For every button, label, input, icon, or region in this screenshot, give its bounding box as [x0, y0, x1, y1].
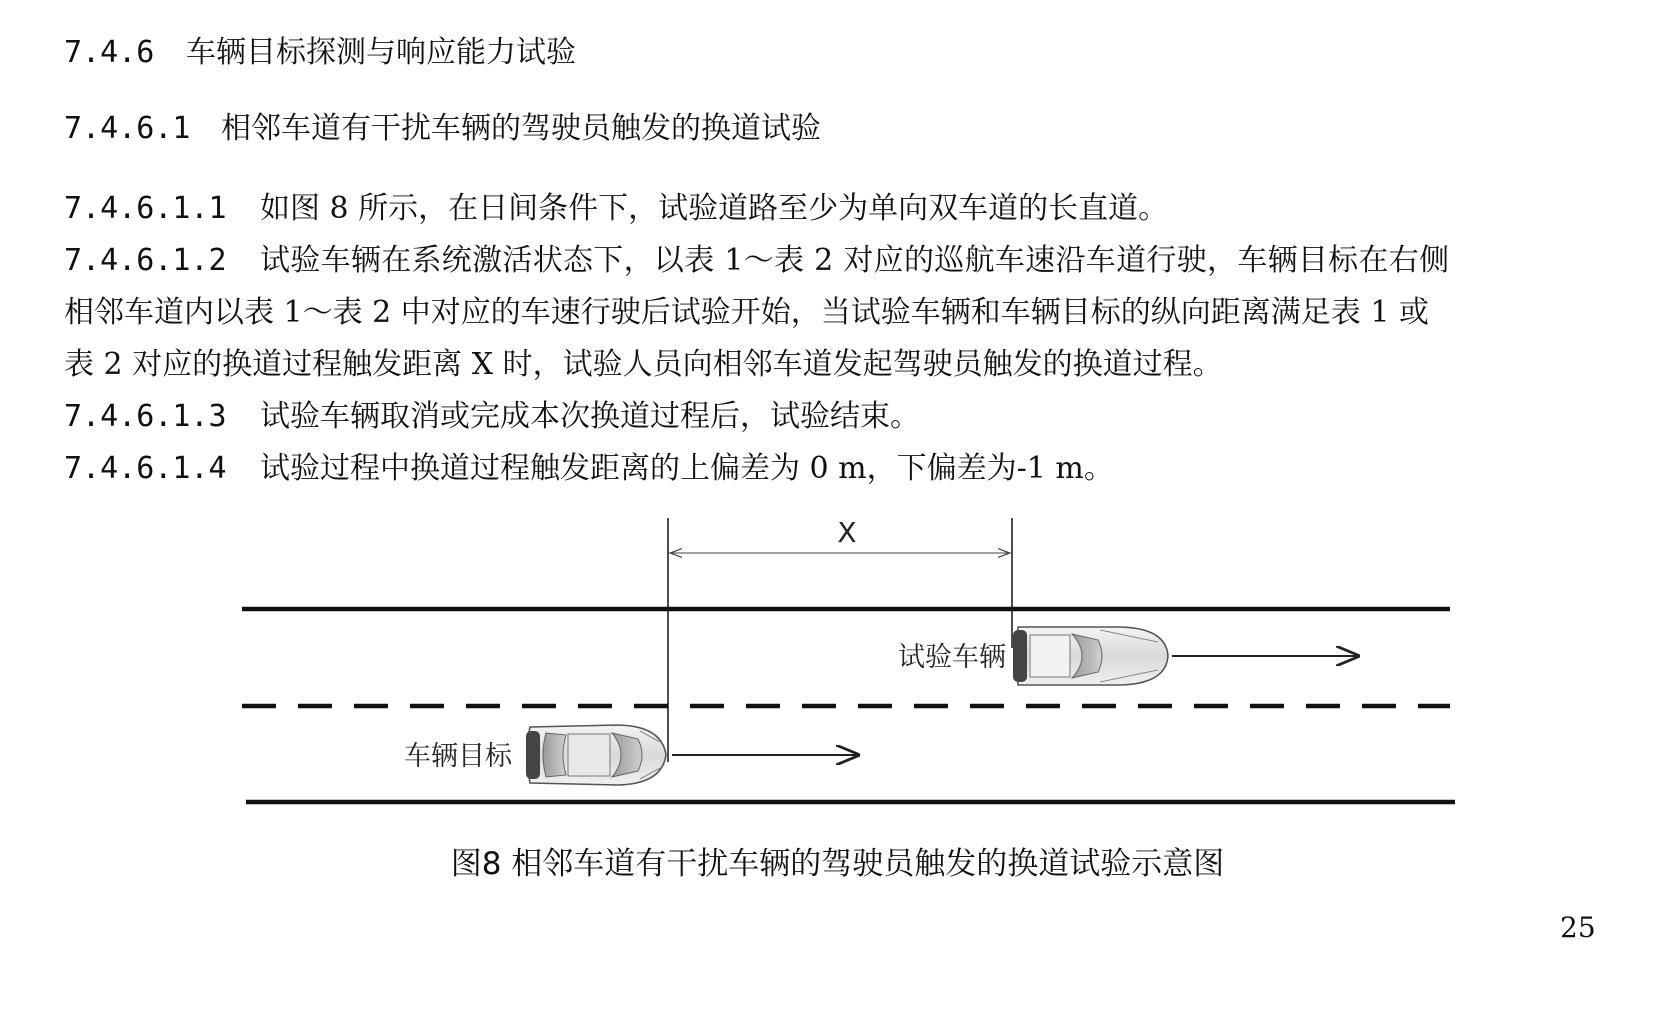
figure-caption: 图8 相邻车道有干扰车辆的驾驶员触发的换道试验示意图 — [450, 846, 1225, 882]
target-vehicle-label: 车辆目标 — [404, 741, 512, 772]
clause-number: 7.4.6.1.1 — [64, 191, 227, 226]
clause-7-4-6-1-3 — [64, 391, 920, 443]
clause-7-4-6-1-1 — [64, 183, 1168, 235]
section-title: 车辆目标探测与响应能力试验 — [186, 35, 576, 70]
clause-number: 7.4.6.1.4 — [64, 451, 227, 486]
test-vehicle-icon — [1013, 627, 1168, 685]
clause-7-4-6-1-2 — [64, 235, 1449, 287]
clause-number: 7.4.6.1.2 — [64, 243, 227, 278]
page-number: 25 — [1560, 911, 1596, 944]
clause-text: 试验车辆在系统激活状态下，以表 1～表 2 对应的巡航车速沿车道行驶，车辆目标在右侧 — [260, 243, 1450, 278]
clause-number: 7.4.6.1.3 — [64, 399, 227, 434]
distance-x-label: X — [837, 516, 857, 549]
target-vehicle-icon — [526, 725, 666, 785]
clause-7-4-6-1-4 — [64, 443, 1114, 495]
section-heading — [64, 27, 576, 79]
clause-text: 试验车辆取消或完成本次换道过程后，试验结束。 — [260, 399, 920, 434]
clause-text-continuation: 相邻车道内以表 1～表 2 中对应的车速行驶后试验开始，当试验车辆和车辆目标的纵向距离满足表 1 或 — [64, 295, 1429, 330]
subsection-heading — [64, 103, 821, 155]
clause-text: 试验过程中换道过程触发距离的上偏差为 0 m，下偏差为-1 m。 — [260, 451, 1114, 486]
clause-text: 如图 8 所示，在日间条件下，试验道路至少为单向双车道的长直道。 — [260, 191, 1169, 226]
test-vehicle-label: 试验车辆 — [898, 642, 1006, 673]
subsection-title: 相邻车道有干扰车辆的驾驶员触发的换道试验 — [221, 111, 821, 146]
subsection-number: 7.4.6.1 — [64, 111, 191, 146]
lane-change-diagram — [0, 500, 1675, 830]
clause-text-continuation: 表 2 对应的换道过程触发距离 X 时，试验人员向相邻车道发起驾驶员触发的换道过程。 — [64, 347, 1223, 382]
section-number: 7.4.6 — [64, 35, 155, 70]
